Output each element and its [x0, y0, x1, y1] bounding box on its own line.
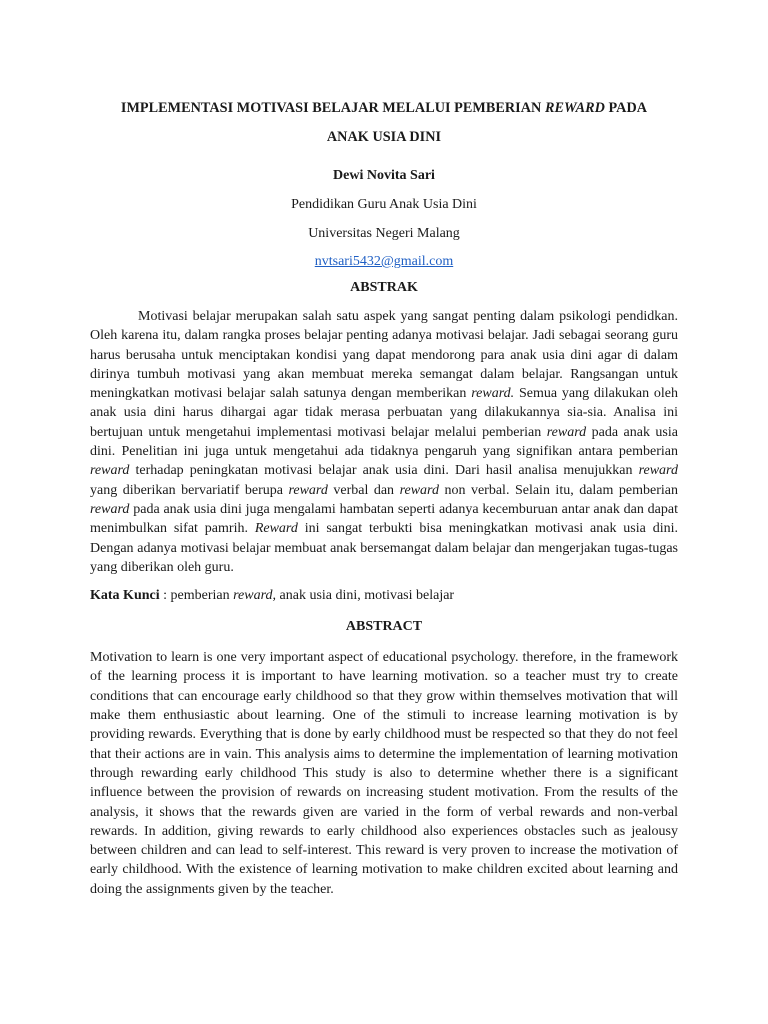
abstrak-italic-term: reward: [638, 463, 678, 479]
abstrak-heading: ABSTRAK: [350, 280, 418, 295]
abstrak-italic-term: reward: [90, 463, 130, 479]
abstract-heading: ABSTRACT: [345, 619, 423, 635]
abstrak-text: Motivasi belajar merupakan salah satu aspek yang sangat penting dalam psikologi pendidkan. Oleh karena itu, dalam rangka proses belajar penting adanya motivasi belajar. Jadi sebagai seorang guru harus berusaha untuk menciptakan kondisi yang dapat mendorong para anak usia dini agar di dalam dirinya tumbuh motivasi yang akan membuat mereka semangat dalam belajar. Rangsangan untuk meningkatkan motivasi belajar salah satunya dengan memberikan: [90, 309, 678, 402]
abstrak-text: yang diberikan bervariatif berupa: [90, 482, 289, 498]
abstrak-text: pada anak usia dini juga mengalami hambatan seperti adanya kecemburuan antar anak dan dapat menimbulkan sifat pamrih.: [90, 501, 678, 537]
abstrak-text: pada anak usia dini. Penelitian ini juga untuk mengetahui ada tidaknya pengaruh yang signifikan antara pemberian: [90, 424, 678, 460]
abstrak-text: terhadap peningkatan motivasi belajar anak usia dini. Dari hasil analisa menujukkan: [129, 463, 639, 479]
abstrak-italic-term: reward: [546, 424, 587, 440]
title-line1-italic: REWARD: [544, 100, 605, 116]
keywords-label: Kata Kunci: [90, 588, 160, 604]
abstrak-text: non verbal. Selain itu, dalam pemberian: [438, 482, 678, 498]
abstrak-text: ini sangat terbukti bisa meningkatkan motivasi anak usia dini. Dengan adanya motivasi belajar membuat anak bersemangat dalam belajar dan mengerjakan tugas-tugas yang diberikan oleh guru.: [90, 521, 678, 575]
abstrak-paragraph: [90, 307, 678, 577]
author-department: Pendidikan Guru Anak Usia Dini: [291, 197, 477, 212]
abstrak-italic-term: reward: [399, 482, 439, 498]
keywords-rest: anak usia dini, motivasi belajar: [276, 588, 455, 604]
abstract-paragraph: Motivation to learn is one very important aspect of educational psychology. therefore, in the framework of the learning process it is important to have learning motivation. so a teacher must try to create conditions that can encourage early childhood so that they grow within themselves motivation that will make them enthusiastic about learning. One of the stimuli to increase learning motivation is by providing rewards. Everything that is done by early childhood must be respected so that they do not feel that their actions are in vain. This analysis aims to determine the implementation of learning motivation through rewarding early childhood This study is also to determine whether there is a significant influence between the provision of rewards on increasing student motivation. From the results of the analysis, it shows that the rewards given are varied in the form of verbal rewards and non-verbal rewards. In addition, giving rewards to early childhood also experiences obstacles such as jealousy between children and can lead to self-interest. This reward is very proven to increase the motivation of early childhood. With the existence of learning motivation to make children excited about learning and doing the assignments given by the teacher.: [90, 650, 678, 897]
paper-title: [90, 94, 678, 152]
title-line1-post: PADA: [604, 100, 648, 116]
abstrak-italic-term: reward: [288, 482, 328, 498]
title-line1-pre: IMPLEMENTASI MOTIVASI BELAJAR MELALUI PEMBERIAN: [120, 100, 545, 116]
abstrak-italic-term: reward.: [471, 386, 515, 402]
keywords-line: [90, 586, 678, 606]
keywords-sep: : pemberian: [159, 588, 234, 604]
title-line2: ANAK USIA DINI: [326, 129, 442, 145]
author-name: Dewi Novita Sari: [333, 168, 435, 183]
author-university: Universitas Negeri Malang: [308, 226, 460, 241]
abstrak-text: Semua yang dilakukan oleh anak usia dini harus dihargai agar tidak merasa perbuatan yang dilakukannya sia-sia. Analisa ini bertujuan untuk mengetahui implementasi motivasi belajar melalui pemberian: [90, 386, 679, 440]
abstrak-italic-term: Reward: [254, 521, 298, 537]
keywords-italic: reward,: [233, 588, 277, 604]
author-email-link[interactable]: nvtsari5432@gmail.com: [314, 254, 454, 269]
abstrak-text: verbal dan: [327, 482, 400, 498]
abstrak-italic-term: reward: [90, 501, 130, 517]
